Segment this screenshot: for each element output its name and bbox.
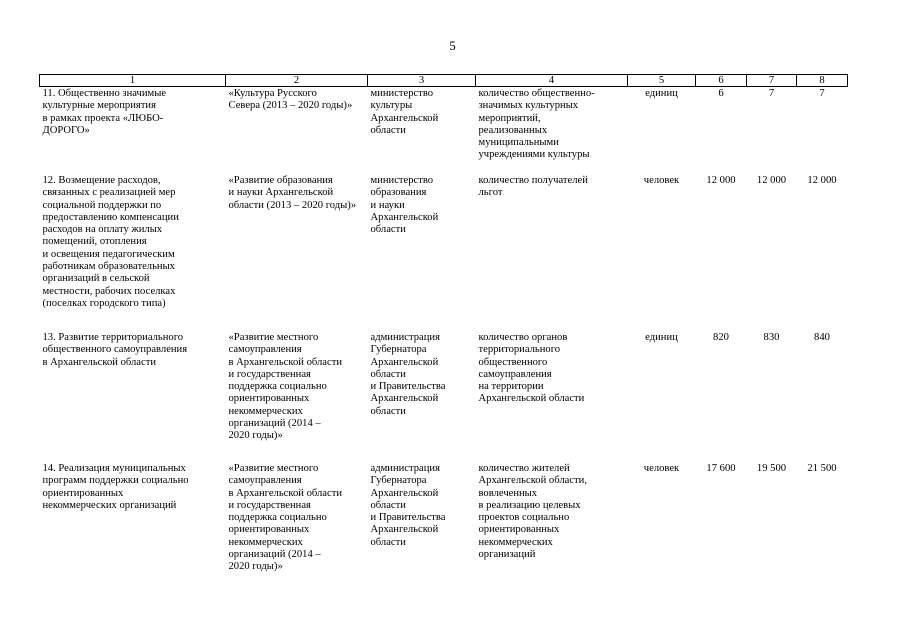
header-cell-5: 5 (628, 75, 696, 87)
table-row (40, 331, 848, 462)
unit-cell: единиц (645, 332, 678, 343)
page-number: 5 (449, 38, 456, 53)
value-cell: 830 (763, 332, 780, 343)
value-cell: 7 (819, 88, 825, 99)
header-cell-8: 8 (797, 75, 848, 87)
header-cell-4: 4 (476, 75, 628, 87)
executor-cell: администрация Губернатора Архангельской области и Правительства Архангельской области (370, 332, 446, 417)
table-row (40, 87, 848, 175)
value-cell: 12 000 (756, 175, 787, 186)
table-row (40, 174, 848, 331)
event-name-cell: 14. Реализация муниципальных программ поддержки социально ориентированных некоммерческих организаций (42, 463, 189, 511)
indicator-cell: количество органов территориального общественного самоуправления на территории Архангельской области (478, 332, 585, 405)
value-cell: 820 (713, 332, 729, 343)
indicators-table (39, 74, 848, 583)
executor-cell: министерство образования и науки Архангельской области (370, 175, 439, 236)
event-name-cell: 13. Развитие территориального общественного самоуправления в Архангельской области (42, 332, 188, 368)
header-cell-2: 2 (226, 75, 368, 87)
value-cell: 19 500 (756, 463, 787, 474)
value-cell: 6 (718, 88, 724, 99)
table-row (40, 462, 848, 583)
indicator-cell: количество общественно- значимых культурных мероприятий, реализованных муниципальными учреждениями культуры (478, 88, 595, 161)
header-cell-1: 1 (40, 75, 226, 87)
value-cell: 17 600 (706, 463, 736, 474)
value-cell: 21 500 (807, 463, 837, 474)
header-cell-6: 6 (696, 75, 747, 87)
unit-cell: человек (643, 463, 680, 474)
program-cell: «Развитие образования и науки Архангельской области (2013 – 2020 годы)» (228, 175, 357, 211)
value-cell: 7 (768, 88, 775, 99)
value-cell: 12 000 (706, 175, 736, 186)
executor-cell: администрация Губернатора Архангельской области и Правительства Архангельской области (370, 463, 446, 548)
event-name-cell: 11. Общественно значимые культурные мероприятия в рамках проекта «ЛЮБО- ДОРОГО» (42, 88, 167, 136)
program-cell: «Развитие местного самоуправления в Архангельской области и государственная поддержка социально ориентированных некоммерческих организаций (2014 – 2020 годы)» (228, 332, 342, 442)
header-cell-3: 3 (368, 75, 476, 87)
header-cell-7: 7 (747, 75, 797, 87)
table-header-row (40, 75, 848, 87)
indicator-cell: количество получателей льгот (478, 175, 588, 199)
unit-cell: человек (643, 175, 680, 186)
value-cell: 12 000 (807, 175, 837, 186)
value-cell: 840 (814, 332, 830, 343)
executor-cell: министерство культуры Архангельской области (370, 88, 439, 136)
program-cell: «Культура Русского Севера (2013 – 2020 годы)» (228, 88, 353, 112)
indicator-cell: количество жителей Архангельской области, вовлеченных в реализацию целевых проектов социально ориентированных некоммерческих организаций (478, 463, 587, 561)
event-name-cell: 12. Возмещение расходов, связанных с реализацией мер социальной поддержки по предоставлению компенсации расходов на оплату жилых помещений, отопления и освещения педагогическим работникам образовательных организаций в сельской местности, рабочих поселках (поселках городского типа) (42, 175, 179, 309)
program-cell: «Развитие местного самоуправления в Архангельской области и государственная поддержка социально ориентированных некоммерческих организаций (2014 – 2020 годы)» (228, 463, 342, 573)
unit-cell: единиц (645, 88, 678, 99)
